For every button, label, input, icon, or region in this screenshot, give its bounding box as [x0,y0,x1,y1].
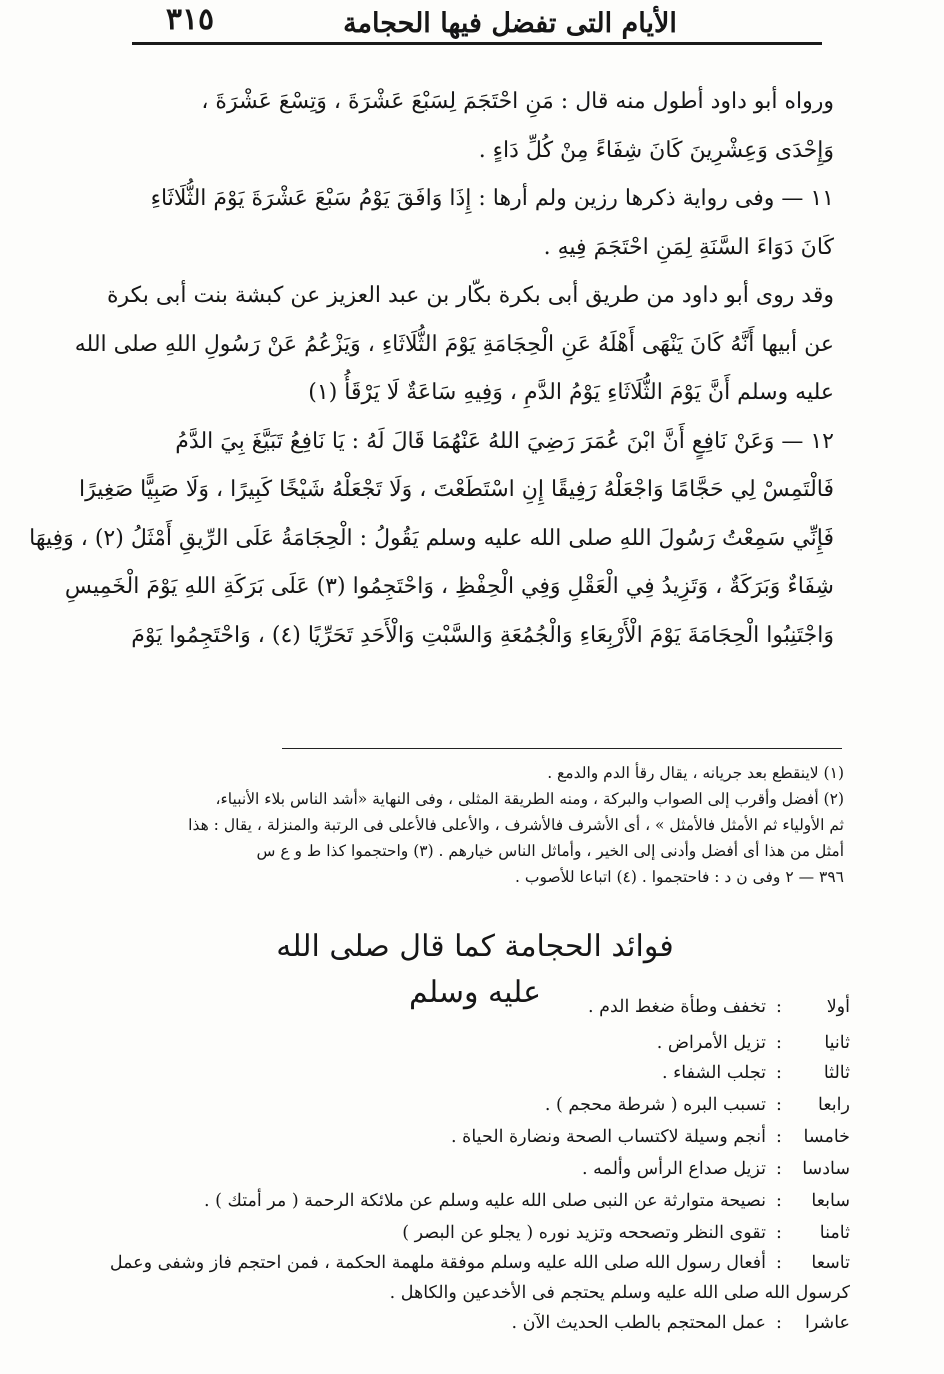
footnote-line: (١) لاينقطع بعد جريانه ، يقال رقأ الدم والدمع . [547,764,844,782]
footnote-line: (٢) أفضل وأقرب إلى الصواب والبركة ، ومنه الطريقة المثلى ، وفى النهاية «أشد الناس بلاء الأنبياء، [215,790,844,808]
list-item: تاسعا:أفعال رسول الله صلى الله عليه وسلم موفقة ملهمة الحكمة ، فمن احتجم فاز وشفى وعمل [110,1248,850,1278]
text-line: ورواه أبو داود أطول منه قال : مَنِ احْتَجَمَ لِسَبْعَ عَشْرَةَ ، وَتِسْعَ عَشْرَةَ ، [201,89,834,114]
item-text: تقوى النظر وتصححه وتزيد نوره ( يجلو عن البصر ) [402,1223,766,1243]
text-line: كَانَ دَوَاءَ السَّنَةِ لِمَنِ احْتَجَمَ فِيهِ . [543,234,834,260]
item-label: خامسا [803,1127,850,1147]
item-label: رابعا [818,1095,850,1115]
header-rule [132,42,822,45]
footnote-line: ثم الأولياء ثم الأمثل فالأمثل » ، أى الأشرف فالأشرف ، والأعلى فالأعلى فى الرتبة والمنزلة ، يقال : هذا [188,816,844,834]
running-header-title: الأيام التى تفضل فيها الحجامة [343,8,677,39]
list-item: ثالثا:تجلب الشفاء . [110,1058,850,1088]
text-line: وقد روى أبو داود من طريق أبى بكرة بكّار بن عبد العزيز عن كبشة بنت أبى بكرة [106,283,834,308]
footnote-line: أمثل من هذا أى أفضل وأدنى إلى الخير ، وأماثل الناس خيارهم . (٣) واحتجموا كذا ط و ع س [256,842,844,860]
footnote-line: ٣٩٦ — ٢ وفى ن د : فاحتجموا . (٤) اتباعا للأصوب . [515,868,844,886]
item-text: تزيل صداع الرأس وألمه . [581,1159,766,1179]
text-line: وَإِحْدَى وَعِشْرِينَ كَانَ شِفَاءً مِنْ كُلِّ دَاءٍ . [478,137,834,163]
text-line: عليه وسلم أَنَّ يَوْمَ الثُّلَاثَاءِ يَوْمُ الدَّمِ ، وَفِيهِ سَاعَةٌ لَا يَرْقَأُ (١) [308,380,834,405]
item-text: تخفف وطأة ضغط الدم . [588,997,766,1017]
item-label: عاشرا [805,1313,850,1333]
text-line: فَالْتَمِسْ لِي حَجَّامًا وَاجْعَلْهُ رَفِيقًا إِنِ اسْتَطَعْتَ ، وَلَا تَجْعَلْهُ شَيْخًا كَبِيرًا ، وَلَا صَبِيًّا صَغِيرًا [79,477,834,502]
page-number: ٣١٥ [165,2,215,37]
text-line: ١١ — وفى رواية ذكرها رزين ولم أرها : إِذَا وَافَقَ يَوْمُ سَبْعَ عَشْرَةَ يَوْمَ الثُّلَاثَاءِ [150,186,834,211]
section-title: فوائد الحجامة كما قال صلى الله عليه وسلم [276,929,674,1010]
item-text: تسبب البره ( شرطة محجم ) . [544,1095,766,1115]
item-text: أفعال رسول الله صلى الله عليه وسلم موفقة ملهمة الحكمة ، فمن احتجم فاز وشفى وعمل [109,1253,766,1273]
item-label: سابعا [811,1191,850,1211]
item-label: تاسعا [811,1253,850,1273]
item-label: ثالثا [823,1063,850,1083]
list-item: عاشرا:عمل المحتجم بالطب الحديث الآن . [110,1308,850,1338]
item-text: تجلب الشفاء . [661,1063,766,1083]
item-text: تزيل الأمراض . [656,1033,766,1053]
list-item-continuation: كرسول الله صلى الله عليه وسلم يحتجم فى الأخدعين والكاهل . [389,1283,850,1303]
footnotes [108,760,844,890]
item-label: أولا [826,997,850,1017]
list-item: أولا:تخفف وطأة ضغط الدم . [110,992,850,1022]
list-item: سابعا:نصيحة متوارثة عن النبى صلى الله عليه وسلم عن ملائكة الرحمة ( مر أمتك ) . [110,1186,850,1216]
text-line: شِفَاءٌ وَبَرَكَةٌ ، وَتَزِيدُ فِي الْعَقْلِ وَفِي الْحِفْظِ ، وَاحْتَجِمُوا (٣) عَلَى بَرَكَةِ اللهِ يَوْمَ الْخَمِيسِ [64,574,834,599]
list-item: ثامنا:تقوى النظر وتصححه وتزيد نوره ( يجلو عن البصر ) [110,1218,850,1248]
item-text: عمل المحتجم بالطب الحديث الآن . [511,1313,766,1333]
item-text: نصيحة متوارثة عن النبى صلى الله عليه وسلم عن ملائكة الرحمة ( مر أمتك ) . [203,1191,766,1211]
item-label: ثامنا [819,1223,850,1243]
text-line: ١٢ — وَعَنْ نَافِعٍ أَنَّ ابْنَ عُمَرَ رَضِيَ اللهُ عَنْهُمَا قَالَ لَهُ : يَا نَافِعُ تَبَيَّغَ بِيَ الدَّمُ [175,428,834,454]
list-item: خامسا:أنجم وسيلة لاكتساب الصحة ونضارة الحياة . [110,1122,850,1152]
list-item: سادسا:تزيل صداع الرأس وألمه . [110,1154,850,1184]
item-text: أنجم وسيلة لاكتساب الصحة ونضارة الحياة . [451,1127,766,1147]
list-item: رابعا:تسبب البره ( شرطة محجم ) . [110,1090,850,1120]
item-label: سادسا [802,1159,850,1179]
footnote-rule [282,748,842,749]
text-line: فَإِنِّي سَمِعْتُ رَسُولَ اللهِ صلى الله عليه وسلم يَقُولُ : الْحِجَامَةُ عَلَى الرِّيقِ أَمْثَلُ (٢) ، وَفِيهَا [29,525,834,551]
main-text [29,78,834,660]
text-line: عن أبيها أَنَّهُ كَانَ يَنْهَى أَهْلَهُ عَنِ الْحِجَامَةِ يَوْمَ الثُّلَاثَاءِ ، وَيَزْعُمُ عَنْ رَسُولِ اللهِ صلى الله [74,331,834,357]
item-label: ثانيا [824,1033,850,1053]
list-item: ثانيا:تزيل الأمراض . [110,1028,850,1058]
text-line: وَاجْتَنِبُوا الْحِجَامَةَ يَوْمَ الْأَرْبِعَاءِ وَالْجُمُعَةِ وَالسَّبْتِ وَالْأَحَدِ تَحَرِّيًا (٤) ، وَاحْتَجِمُوا يَوْمَ [131,622,834,648]
